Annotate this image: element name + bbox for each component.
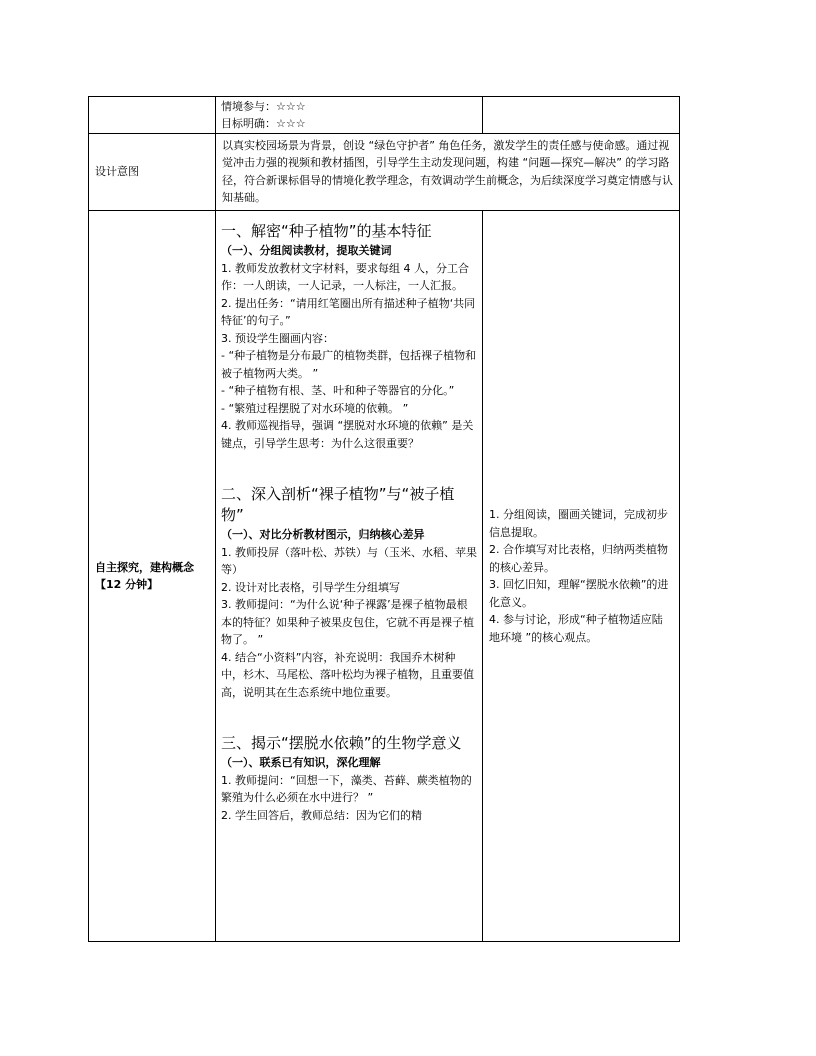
section1-item: 1. 教师发放教材文字材料，要求每组 4 人，分工合作：一人朗读，一人记录，一人标注，一人汇报。 <box>221 261 469 292</box>
design-intent-row <box>89 134 680 211</box>
student-activity-item: 1. 分组阅读，圈画关键词，完成初步信息提取。 <box>489 508 668 539</box>
goal-rating <box>221 115 477 132</box>
rating-cell <box>216 97 483 134</box>
spacer <box>221 701 477 733</box>
section2-item: 1. 教师投屏（落叶松、苏铁）与（玉米、水稻、苹果等） <box>221 545 477 576</box>
teacher-activity-cell <box>216 211 483 942</box>
section2-item: 3. 教师提问：“为什么说‘种子裸露’是裸子植物最根本的特征？如果种子被果皮包住，它就不再是裸子植物了。 ” <box>221 598 474 646</box>
section2-subtitle: （一）、对比分析教材图示，归纳核心差异 <box>221 528 425 541</box>
section1-title: 一、解密“种子植物”的基本特征 <box>221 222 432 240</box>
section3-item: 1. 教师提问：“回想一下，藻类、苔藓、蕨类植物的繁殖为什么必须在水中进行？ ” <box>221 773 472 804</box>
situation-rating <box>221 98 477 115</box>
section1-item: 4. 教师巡视指导，强调 “摆脱对水环境的依赖” 是关键点，引导学生思考：为什么这很重要？ <box>221 419 474 450</box>
student-activity-item: 3. 回忆旧知，理解“摆脱水依赖”的进化意义。 <box>489 578 669 609</box>
section2-item: 2. 设计对比表格，引导学生分组填写 <box>221 580 400 594</box>
student-activity-item: 2. 合作填写对比表格，归纳两类植物的核心差异。 <box>489 543 668 574</box>
explore-label: 自主探究，建构概念【12 分钟】 <box>89 211 216 942</box>
section1-item: - “种子植物是分布最广的植物类群，包括裸子植物和被子植物两大类。 ” <box>221 349 477 380</box>
rating-row <box>89 97 680 134</box>
section1-subtitle: （一）、分组阅读教材，提取关键词 <box>221 244 392 257</box>
design-intent-label: 设计意图 <box>89 134 216 211</box>
lesson-plan-table <box>88 96 680 942</box>
rating-empty-cell <box>483 97 680 134</box>
section1-item: 2. 提出任务：“请用红笔圈出所有描述种子植物‘共同特征’的句子。” <box>221 296 476 327</box>
explore-row <box>89 211 680 942</box>
section3-title: 三、揭示“摆脱水依赖”的生物学意义 <box>221 734 462 752</box>
rating-label-cell <box>89 97 216 134</box>
section2-item: 4. 结合“小资料”内容，补充说明：我国乔木树种中，杉木、马尾松、落叶松均为裸子植物，且重要值高，说明其在生态系统中地位重要。 <box>221 650 474 699</box>
situation-label: 情境参与： <box>221 100 276 113</box>
spacer <box>221 452 477 484</box>
design-intent-text: 以真实校园场景为背景，创设 “绿色守护者” 角色任务，激发学生的责任感与使命感。通过视觉冲击力强的视频和教材插图，引导学生主动发现问题，构建 “问题—探究—解决” 的学习路径，符合新课标倡导的情境化教学理念，有效调动学生前概念，为后续深度学习奠定情感与认知基础。 <box>216 134 680 211</box>
section1-item: - “种子植物有根、茎、叶和种子等器官的分化。” <box>221 384 455 397</box>
goal-label: 目标明确： <box>221 117 276 130</box>
section1-item: - “繁殖过程摆脱了对水环境的依赖。 ” <box>221 401 409 415</box>
section2-title: 二、深入剖析“裸子植物”与“被子植物” <box>221 485 455 524</box>
student-activity-item: 4. 参与讨论，形成“种子植物适应陆地环境 ”的核心观点。 <box>489 613 663 644</box>
student-activity-cell <box>483 211 680 942</box>
goal-stars: ☆☆☆ <box>276 117 306 130</box>
section1-item: 3. 预设学生圈画内容： <box>221 331 334 345</box>
section3-item: 2. 学生回答后，教师总结：因为它们的精 <box>221 808 422 822</box>
section3-subtitle: （一）、联系已有知识，深化理解 <box>221 756 381 769</box>
situation-stars: ☆☆☆ <box>276 100 306 113</box>
